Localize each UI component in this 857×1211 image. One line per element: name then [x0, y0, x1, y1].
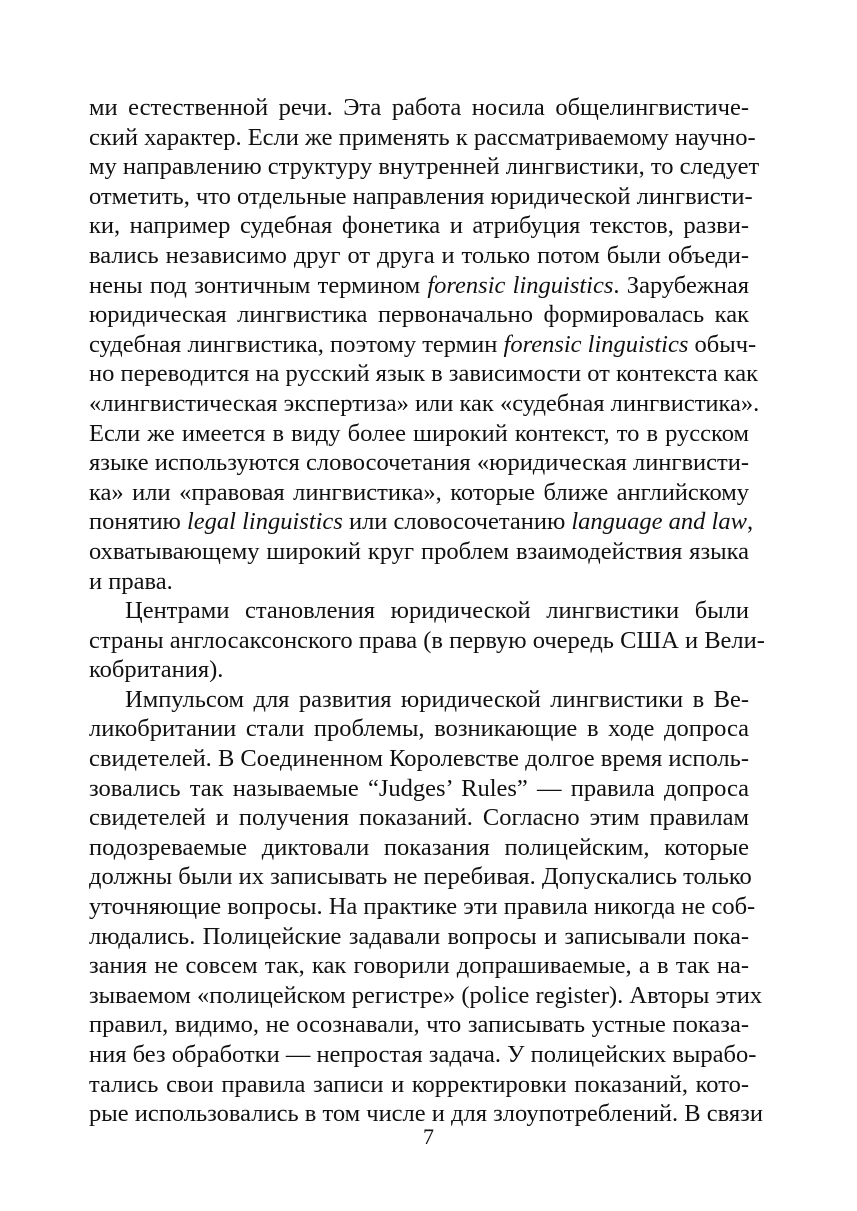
text-line: зовались так называемые “Judges’ Rules” — правила допроса: [89, 774, 749, 802]
paragraph: [89, 93, 760, 596]
text-line: нены под зонтичным термином forensic linguistics. Зарубежная: [89, 271, 750, 299]
text-line: подозреваемые диктовали показания полицейским, которые: [89, 833, 749, 861]
text-line: зания не совсем так, как говорили допрашиваемые, а в так на-: [89, 952, 749, 980]
text-line: языке используются словосочетания «юридическая лингвисти-: [89, 449, 749, 477]
text-line: кобритания).: [89, 656, 224, 684]
text-line: понятию legal linguistics или словосочетанию language and law,: [89, 508, 754, 536]
text-line: ния без обработки — непростая задача. У полицейских вырабо-: [89, 1041, 757, 1068]
text-line: тались свои правила записи и корректировки показаний, кото-: [89, 1070, 749, 1098]
text-line: правил, видимо, не осознавали, что записывать устные показа-: [89, 1011, 749, 1039]
text-line: свидетелей и получения показаний. Согласно этим правилам: [89, 804, 749, 832]
text-line: вались независимо друг от друга и только потом были объеди-: [89, 241, 749, 269]
text-line: ки, например судебная фонетика и атрибуция текстов, разви-: [89, 212, 749, 240]
text-line: зываемом «полицейском регистре» (police register). Авторы этих: [89, 981, 763, 1009]
text-line: страны англосаксонского права (в первую очередь США и Вели-: [89, 626, 765, 654]
text-line: ский характер. Если же применять к рассматриваемому научно-: [89, 123, 756, 151]
text-line: юридическая лингвистика первоначально формировалась как: [89, 301, 749, 329]
text-line: должны были их записывать не перебивая. Допускались только: [89, 863, 752, 891]
text-line: ми естественной речи. Эта работа носила общелингвистиче-: [89, 94, 749, 121]
text-line: людались. Полицейские задавали вопросы и записывали пока-: [89, 922, 749, 950]
page-number: 7: [423, 1124, 434, 1149]
text-line: Если же имеется в виду более широкий контекст, то в русском: [89, 419, 749, 447]
text-line: ликобритании стали проблемы, возникающие в ходе допроса: [89, 715, 749, 743]
text-line: но переводится на русский язык в зависимости от контекста как: [89, 360, 759, 388]
page-body: [89, 93, 765, 1129]
text-line: свидетелей. В Соединенном Королевстве долгое время исполь-: [89, 745, 749, 773]
paragraph: [89, 596, 765, 685]
text-line: «лингвистическая экспертиза» или как «судебная лингвистика».: [89, 389, 760, 417]
paragraph: [89, 685, 763, 1129]
text-line: уточняющие вопросы. На практике эти правила никогда не соб-: [89, 893, 756, 921]
text-line: Центрами становления юридической лингвистики были: [125, 597, 749, 625]
text-line: му направлению структуру внутренней лингвистики, то следует: [89, 153, 760, 181]
text-line: охватывающему широкий круг проблем взаимодействия языка: [89, 537, 749, 565]
text-line: и права.: [89, 567, 173, 595]
text-line: судебная лингвистика, поэтому термин forensic linguistics обыч-: [89, 330, 757, 358]
text-line: ка» или «правовая лингвистика», которые ближе английскому: [89, 478, 749, 506]
text-line: отметить, что отдельные направления юридической лингвисти-: [89, 182, 753, 210]
text-line: рые использовались в том числе и для злоупотреблений. В связи: [89, 1100, 763, 1128]
text-line: Импульсом для развития юридической лингвистики в Ве-: [125, 685, 749, 713]
